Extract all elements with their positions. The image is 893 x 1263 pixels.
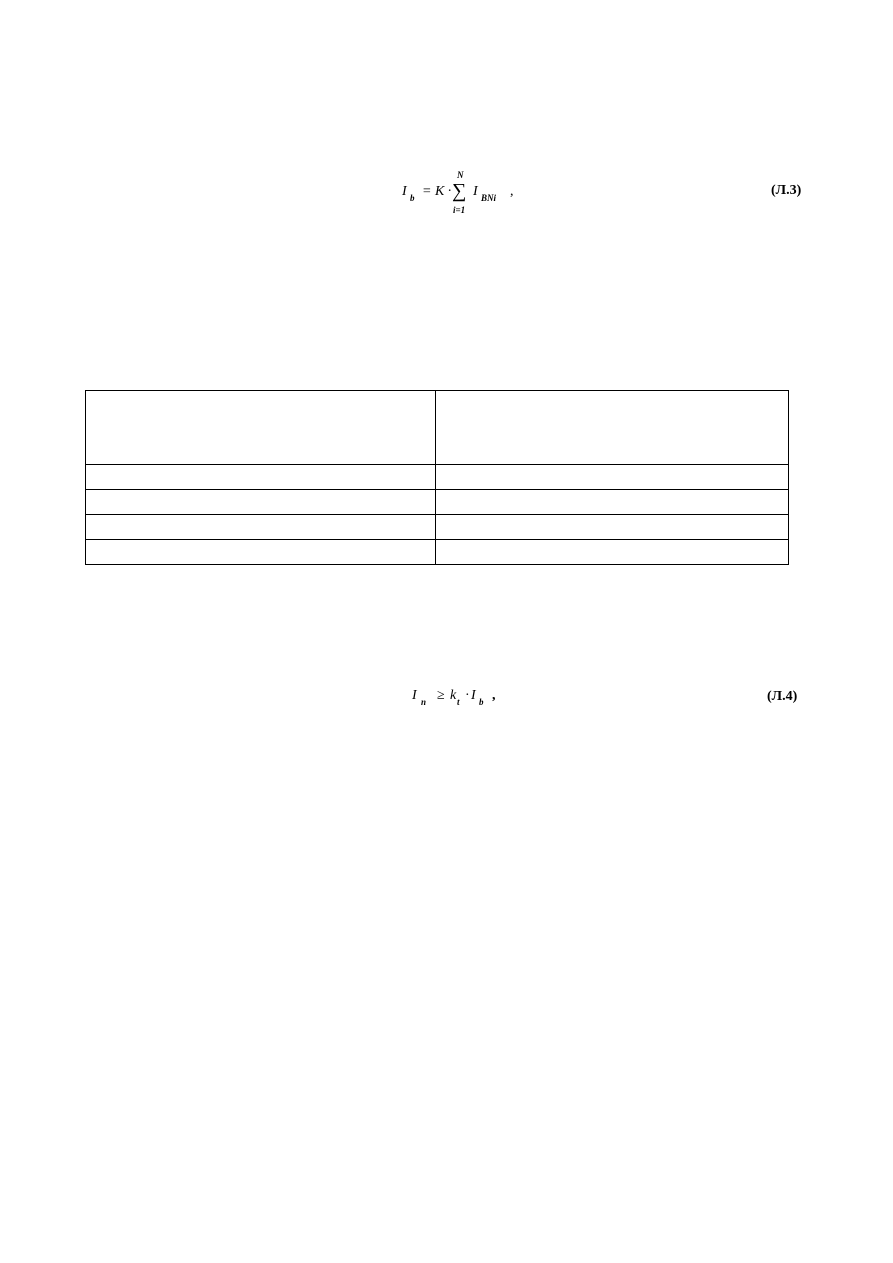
table-header-cell [86, 391, 436, 465]
formula-l3-trail: , [510, 184, 514, 199]
formula-l3-sum-upper: N [457, 170, 464, 180]
table-row [86, 490, 789, 515]
formula-l3-operator: = K · [422, 184, 452, 199]
formula-l3-term-sub: BNi [481, 193, 497, 203]
table-row [86, 540, 789, 565]
formula-l3-sum-icon: ∑ [452, 180, 467, 202]
table-row [86, 465, 789, 490]
table-header-cell [436, 391, 789, 465]
formula-l4-lhs-sub: n [421, 697, 427, 707]
data-table [85, 390, 789, 565]
table-cell [436, 540, 789, 565]
formula-l4-k-sub: t [457, 697, 460, 707]
formula-l4-operator: ≥ [437, 688, 445, 703]
table-cell [86, 465, 436, 490]
formula-l4-rhs-sub: b [479, 697, 484, 707]
table-cell [436, 490, 789, 515]
equation-number-l4: (Л.4) [767, 689, 798, 704]
table-cell [436, 465, 789, 490]
formula-l4-dot: · [465, 688, 470, 703]
formula-l4-trail: , [492, 688, 496, 703]
table-cell [86, 540, 436, 565]
equation-number-l3: (Л.3) [771, 183, 802, 198]
formula-l3 [400, 172, 530, 220]
table-cell [436, 515, 789, 540]
formula-l4-k: k [450, 688, 457, 703]
formula-l3-lhs-sub: b [410, 193, 415, 203]
formula-l4-rhs: I [471, 688, 476, 703]
formula-l3-sum-lower: i=1 [453, 205, 466, 215]
formula-l3-term: I [473, 184, 478, 199]
table-row [86, 515, 789, 540]
table-header-row [86, 391, 789, 465]
formula-l4-lhs: I [412, 688, 417, 703]
formula-l3-lhs: I [402, 184, 407, 199]
table-cell [86, 515, 436, 540]
table-cell [86, 490, 436, 515]
formula-l4 [410, 686, 510, 712]
